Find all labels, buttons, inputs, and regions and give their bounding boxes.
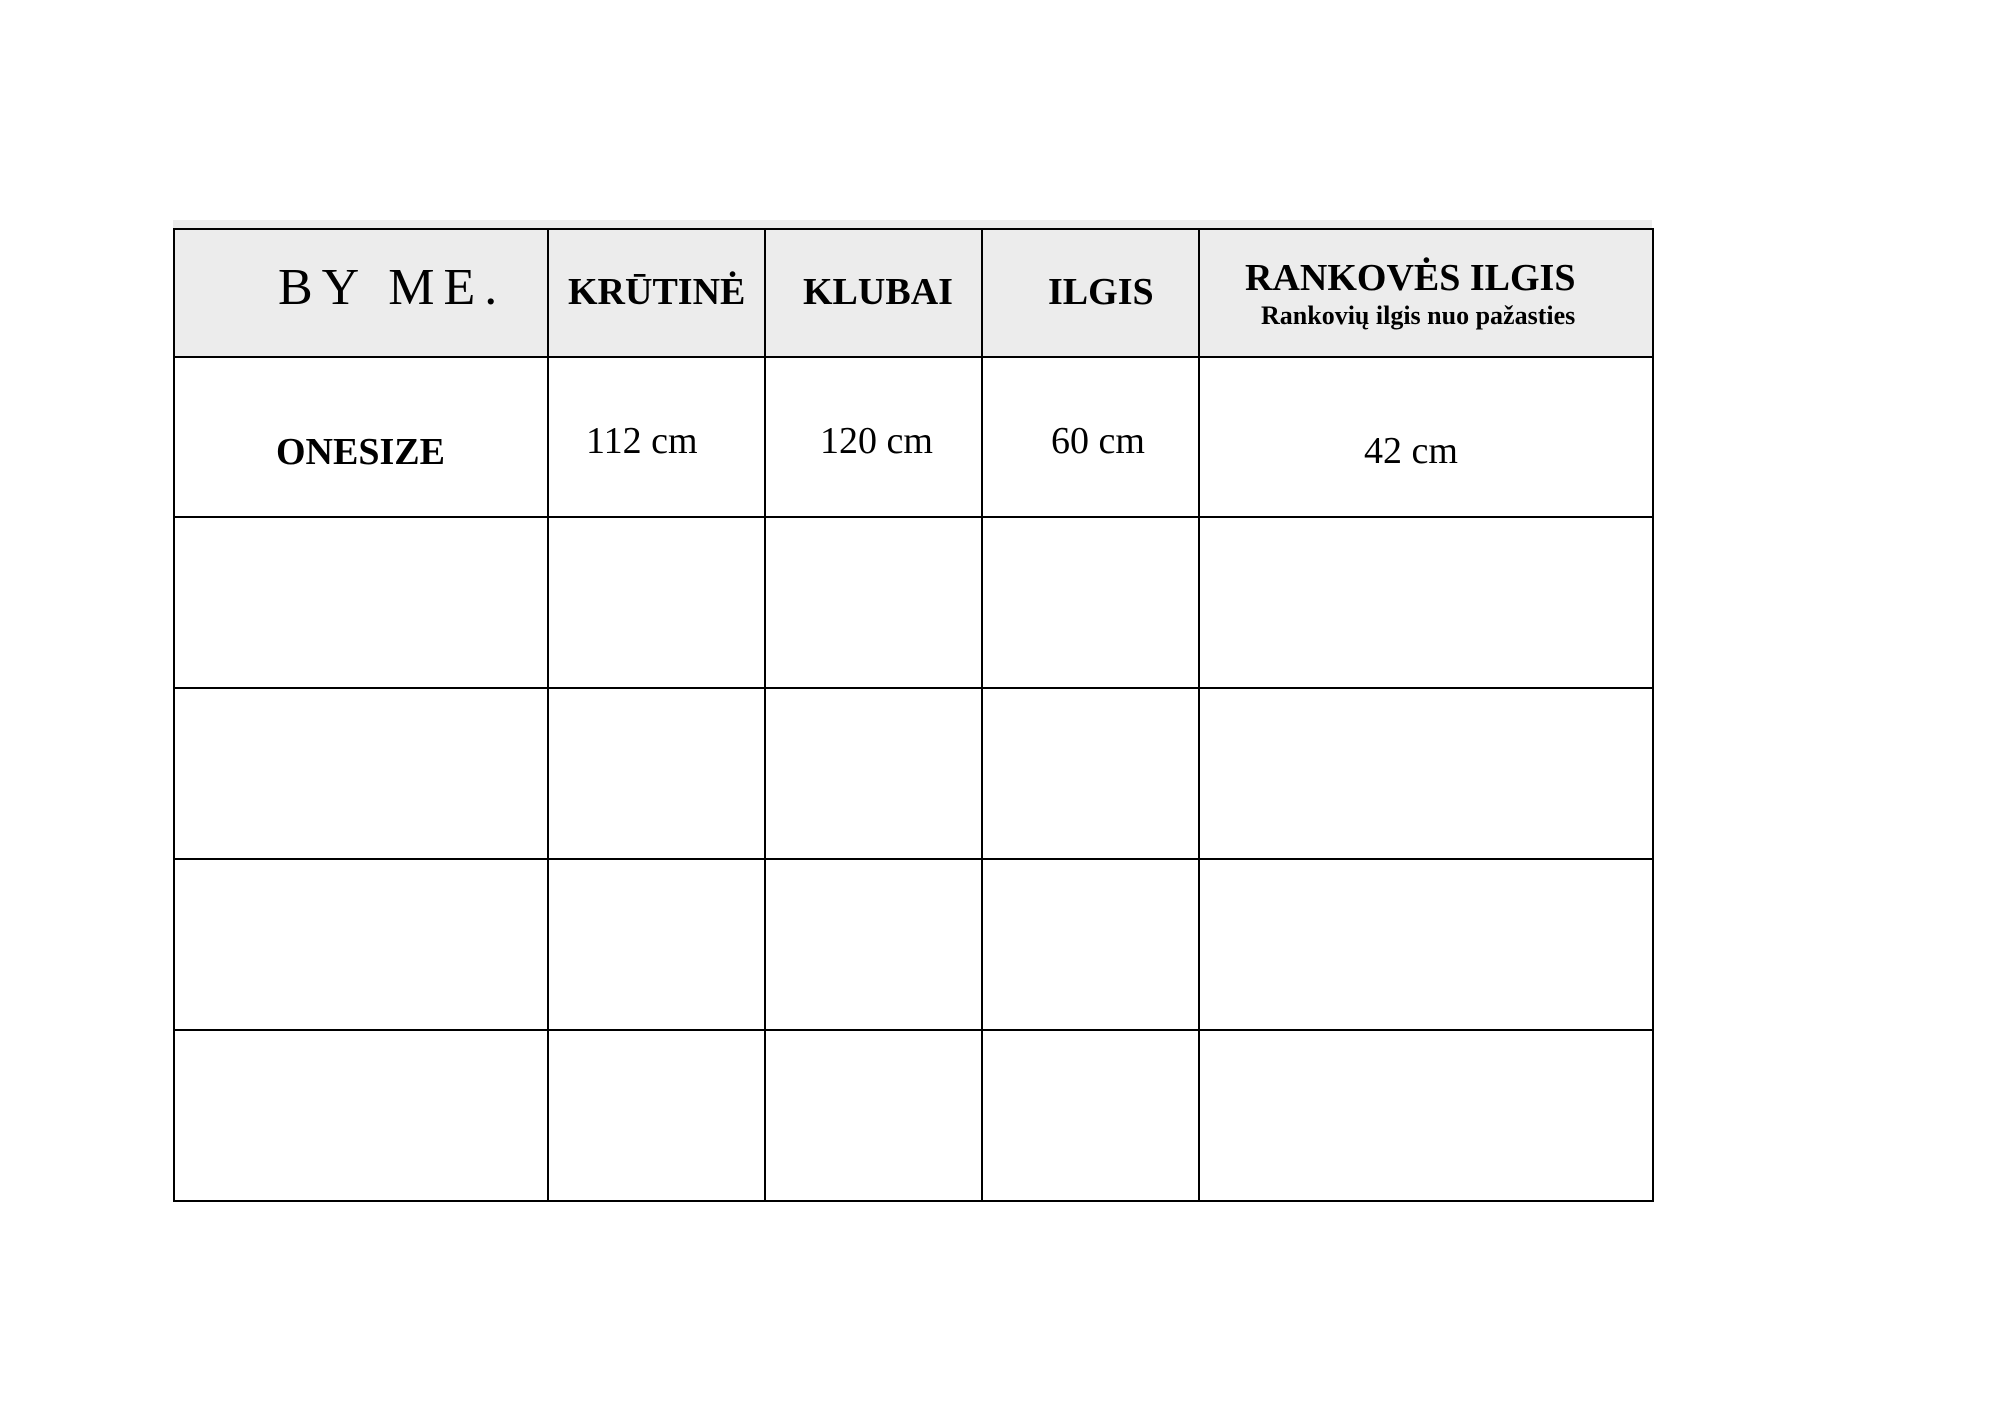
header-length-label: ILGIS	[1048, 271, 1154, 313]
header-sleeve-note: Rankovių ilgis nuo pažasties	[1261, 301, 1576, 330]
empty-cell	[548, 859, 765, 1030]
length-value: 60 cm	[1051, 420, 1145, 462]
hips-cell	[765, 357, 982, 517]
empty-cell	[174, 1030, 548, 1201]
brand-cell	[174, 229, 548, 357]
size-chart-sheet	[173, 220, 1652, 1206]
empty-cell	[174, 688, 548, 859]
header-chest	[548, 229, 765, 357]
empty-cell	[982, 859, 1199, 1030]
chest-value: 112 cm	[586, 420, 698, 462]
table-row	[174, 357, 1653, 517]
empty-cell	[548, 1030, 765, 1201]
brand-logo: BY ME.	[278, 259, 507, 316]
empty-cell	[765, 1030, 982, 1201]
table-row-empty	[174, 859, 1653, 1030]
empty-cell	[982, 517, 1199, 688]
empty-cell	[765, 688, 982, 859]
header-row	[174, 229, 1653, 357]
sleeve-cell	[1199, 357, 1653, 517]
empty-cell	[1199, 517, 1653, 688]
empty-cell	[1199, 1030, 1653, 1201]
empty-cell	[174, 859, 548, 1030]
size-label: ONESIZE	[276, 431, 445, 473]
table-row-empty	[174, 1030, 1653, 1201]
empty-cell	[1199, 688, 1653, 859]
hips-value: 120 cm	[820, 420, 933, 462]
header-chest-label: KRŪTINĖ	[568, 271, 746, 313]
empty-cell	[982, 688, 1199, 859]
table-row-empty	[174, 688, 1653, 859]
sleeve-value: 42 cm	[1364, 430, 1458, 472]
table-row-empty	[174, 517, 1653, 688]
empty-cell	[174, 517, 548, 688]
empty-cell	[982, 1030, 1199, 1201]
header-hips-label: KLUBAI	[803, 271, 953, 313]
chest-cell	[548, 357, 765, 517]
header-sleeve-label: RANKOVĖS ILGIS	[1245, 257, 1576, 299]
top-shade-strip	[173, 220, 1652, 228]
header-sleeve	[1199, 229, 1653, 357]
size-table	[173, 228, 1654, 1202]
size-cell	[174, 357, 548, 517]
empty-cell	[1199, 859, 1653, 1030]
empty-cell	[548, 688, 765, 859]
empty-cell	[548, 517, 765, 688]
header-hips	[765, 229, 982, 357]
empty-cell	[765, 517, 982, 688]
header-length	[982, 229, 1199, 357]
empty-cell	[765, 859, 982, 1030]
length-cell	[982, 357, 1199, 517]
